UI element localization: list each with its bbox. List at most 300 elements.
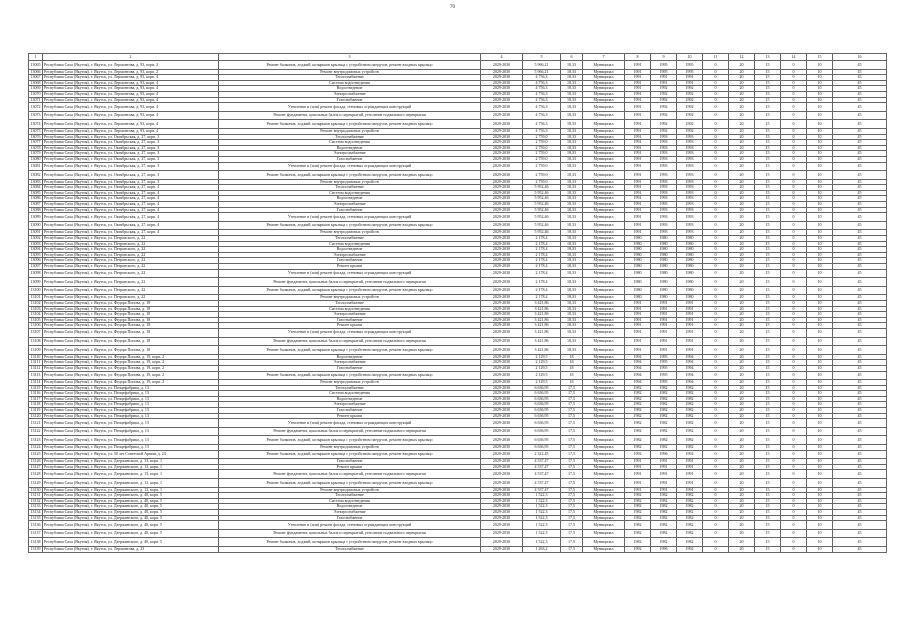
table-cell: Теплоснабжение (219, 134, 481, 140)
table-cell: 2029-2030 (481, 450, 523, 459)
table-cell: 18,33 (561, 278, 583, 287)
table-cell: 1991 (625, 171, 651, 180)
table-cell: 18,33 (561, 111, 583, 120)
table-cell: 1 522,3 (523, 493, 561, 499)
table-cell: 0 (781, 436, 807, 445)
page-number: 70 (450, 5, 455, 10)
table-cell: 1992 (677, 97, 703, 103)
table-cell: 1992 (677, 86, 703, 92)
table-cell: 15 (755, 498, 781, 504)
table-cell: 45 (833, 470, 887, 479)
table-cell: 1992 (677, 91, 703, 97)
table-cell: Муниципал (583, 360, 625, 366)
table-cell: 4 756,3 (523, 128, 561, 134)
table-cell: 0 (703, 61, 729, 70)
table-cell: 20 (729, 278, 755, 287)
table-cell: 10 (807, 365, 833, 371)
table-cell: 0 (781, 97, 807, 103)
table-cell: 20 (729, 295, 755, 301)
table-cell: 0 (781, 120, 807, 129)
table-cell: 1991 (625, 317, 651, 323)
table-row (29, 221, 887, 230)
table-cell: Республика Саха (Якутия), г. Якутск, ул. Петровского, д. 22 (43, 278, 219, 287)
table-cell: Республика Саха (Якутия), г. Якутск, ул. Петровского, д. 22 (43, 295, 219, 301)
table-cell: 1993 (677, 134, 703, 140)
table-cell: 1991 (651, 337, 677, 346)
table-cell: 1992 (677, 546, 703, 552)
table-cell: 15 (755, 479, 781, 488)
table-cell: 1991 (651, 328, 677, 337)
table-cell: 4 537,47 (523, 487, 561, 493)
table-cell: Утепление и (или) ремонт фасада, стеновых ограждающих конструкций (219, 103, 481, 112)
table-cell: 0 (781, 464, 807, 470)
table-cell: 2029-2030 (481, 385, 523, 391)
table-cell: 45 (833, 498, 887, 504)
table-cell: 45 (833, 371, 887, 380)
table-cell: 0 (703, 202, 729, 208)
table-cell: 15 (755, 354, 781, 360)
table-cell: 2029-2030 (481, 402, 523, 408)
table-cell: 0 (703, 295, 729, 301)
table-cell: 1994 (625, 380, 651, 386)
table-cell: 18,33 (561, 97, 583, 103)
table-cell: 1980 (625, 252, 651, 258)
table-cell: 10 (807, 354, 833, 360)
table-cell: 45 (833, 236, 887, 242)
table-cell: Система водоотведения (219, 241, 481, 247)
table-cell: 18,33 (561, 128, 583, 134)
table-cell: 20 (729, 470, 755, 479)
table-cell: 1982 (651, 408, 677, 414)
table-cell: 1991 (677, 75, 703, 81)
table-cell: 1982 (625, 413, 651, 419)
table-cell: 13089 (29, 213, 43, 222)
table-cell: 45 (833, 354, 887, 360)
table-cell: 15 (755, 179, 781, 185)
table-cell: 1993 (677, 140, 703, 146)
table-cell: 6 636,95 (523, 413, 561, 419)
table-cell: 10 (807, 346, 833, 355)
table-cell: 1982 (677, 445, 703, 451)
table-cell: 13135 (30, 515, 41, 520)
table-cell: 18,33 (561, 221, 583, 230)
table-row (29, 538, 887, 547)
table-cell: 2029-2030 (481, 312, 523, 318)
table-cell: 1991 (625, 230, 651, 236)
table-cell: 45 (833, 202, 887, 208)
table-cell: 2029-2030 (481, 396, 523, 402)
table-cell: 17,5 (561, 445, 583, 451)
table-cell: 0 (781, 408, 807, 414)
table-cell: 2 129,5 (523, 371, 561, 380)
table-cell: 0 (703, 300, 729, 306)
table-cell: 2029-2030 (481, 241, 523, 247)
table-cell: 1991 (625, 346, 651, 355)
table-cell: 1993 (677, 202, 703, 208)
table-cell: 0 (781, 258, 807, 264)
table-cell: Теплоснабжение (219, 185, 481, 191)
table-cell: 13081 (29, 162, 43, 171)
table-cell: 1993 (677, 171, 703, 180)
table-cell: Муниципал (583, 156, 625, 162)
table-cell: 18,33 (561, 91, 583, 97)
table-cell: 1980 (651, 258, 677, 264)
table-cell: 1980 (677, 236, 703, 242)
table-cell: 13119 (29, 408, 43, 414)
table-cell: 1991 (625, 75, 651, 81)
table-cell: 1980 (625, 247, 651, 253)
table-cell: 15 (755, 295, 781, 301)
table-cell: 13131 (30, 492, 41, 498)
table-cell: Муниципал (583, 252, 625, 258)
table-cell: Республика Саха (Якутия), г. Якутск, ул. Лермонтова, д. 93, корп. 4 (43, 75, 219, 81)
table-cell: 13090 (29, 221, 43, 230)
table-cell: 2029-2030 (481, 258, 523, 264)
table-cell: 45 (833, 413, 887, 419)
table-cell: 0 (781, 145, 807, 151)
table-cell: 1993 (677, 190, 703, 196)
table-cell: 45 (833, 436, 887, 445)
table-cell: 10 (807, 258, 833, 264)
table-cell: 0 (703, 91, 729, 97)
table-cell: Республика Саха (Якутия), г. Якутск, ул. Октябрьская, д. 27, корп. 4 (43, 190, 219, 196)
table-cell: 15 (755, 413, 781, 419)
table-cell: Ремонт балконов, лоджий, козырьков крыльца с устройством пандусов, ремонт входных крыльцо (219, 120, 481, 129)
table-cell: 45 (833, 380, 887, 386)
table-cell: 0 (781, 252, 807, 258)
table-cell: 18,33 (561, 103, 583, 112)
table-cell: 2029-2030 (481, 86, 523, 92)
table-cell: Муниципал (583, 111, 625, 120)
table-cell: 13110 (29, 354, 43, 360)
table-cell: 15 (755, 134, 781, 140)
table-cell: 2 178,4 (523, 236, 561, 242)
table-cell: 2029-2030 (481, 247, 523, 253)
table-cell: Республика Саха (Якутия), г. Якутск, ул. Птицефабрика, д. 13 (43, 391, 219, 397)
table-cell: 1995 (651, 61, 677, 70)
table-cell: 17,5 (561, 402, 583, 408)
table-cell: Республика Саха (Якутия), г. Якутск, ул. Октябрьская, д. 27, корп. 4 (43, 230, 219, 236)
table-cell: 3 421,86 (523, 328, 561, 337)
table-cell: 18,33 (561, 252, 583, 258)
table-cell: Республика Саха (Якутия), г. Якутск, ул. Дзержинского, д. 40, корп. 5 (43, 538, 219, 547)
table-cell: 0 (781, 179, 807, 185)
table-cell: 10 (807, 493, 833, 499)
table-cell: 13107 (29, 328, 43, 337)
table-cell: 0 (781, 323, 807, 329)
table-cell: 1995 (651, 360, 677, 366)
table-cell: 15 (755, 419, 781, 428)
table-cell: 0 (703, 450, 729, 459)
table-cell: 10 (807, 380, 833, 386)
table-cell: 45 (833, 264, 887, 270)
table-cell: 1992 (677, 120, 703, 129)
table-cell: 10 (807, 213, 833, 222)
table-cell: 20 (729, 190, 755, 196)
table-cell: 20 (729, 479, 755, 488)
table-cell: 17,5 (561, 498, 583, 504)
table-cell: 2 129,5 (523, 365, 561, 371)
table-cell: 18,33 (561, 202, 583, 208)
column-header: 14 (781, 54, 807, 61)
table-cell: 1993 (651, 196, 677, 202)
table-cell: 0 (703, 479, 729, 488)
table-cell: 15 (755, 236, 781, 242)
table-cell: 0 (703, 504, 729, 510)
table-cell: 1982 (625, 538, 651, 547)
table-cell: 10 (807, 504, 833, 510)
table-cell: 4 756,3 (523, 97, 561, 103)
table-cell: 1982 (625, 391, 651, 397)
table-cell: 2029-2030 (481, 69, 523, 75)
table-cell: 20 (729, 151, 755, 157)
table-cell: Муниципал (583, 445, 625, 451)
table-cell: 15 (755, 162, 781, 171)
table-cell: 15 (755, 151, 781, 157)
table-cell: 15 (755, 360, 781, 366)
table-cell: 18,33 (561, 346, 583, 355)
table-cell: 13096 (30, 257, 41, 263)
table-cell: 15 (755, 371, 781, 380)
table-cell: 17,5 (561, 529, 583, 538)
table-cell: 10 (807, 470, 833, 479)
table-cell: 2 178,4 (523, 278, 561, 287)
table-cell: 5 952,46 (523, 190, 561, 196)
table-cell: 2 178,4 (523, 295, 561, 301)
table-cell: Электроснабжение (219, 360, 481, 366)
table-cell: 2 178,4 (523, 247, 561, 253)
table-cell: 20 (729, 509, 755, 515)
table-cell: 0 (703, 213, 729, 222)
table-cell: Республика Саха (Якутия), г. Якутск, ул. Октябрьская, д. 27, корп. 3 (43, 134, 219, 140)
table-cell: Теплоснабжение (219, 75, 481, 81)
table-cell: 0 (703, 317, 729, 323)
table-cell: 5 952,46 (523, 221, 561, 230)
table-cell: 20 (729, 69, 755, 75)
table-cell: Муниципал (583, 450, 625, 459)
table-cell: 18,33 (561, 236, 583, 242)
table-cell: 15 (755, 408, 781, 414)
table-cell: 10 (807, 445, 833, 451)
table-cell: 15 (755, 258, 781, 264)
table-cell: 20 (729, 493, 755, 499)
table-cell: 15 (755, 300, 781, 306)
table-cell: 2029-2030 (481, 269, 523, 278)
table-cell: Муниципал (583, 436, 625, 445)
table-cell: 18,33 (561, 190, 583, 196)
table-cell: Республика Саха (Якутия), г. Якутск, ул. Петровского, д. 22 (43, 258, 219, 264)
table-cell: Муниципал (583, 196, 625, 202)
table-cell: 20 (729, 286, 755, 295)
table-cell: 17,5 (561, 419, 583, 428)
table-cell: 0 (781, 162, 807, 171)
table-cell: Республика Саха (Якутия), г. Якутск, ул. Лермонтова, д. 93, корп. 4 (43, 80, 219, 86)
table-row (29, 328, 887, 337)
table-cell: 2029-2030 (481, 171, 523, 180)
table-cell: 5 952,46 (523, 213, 561, 222)
table-cell: 45 (833, 269, 887, 278)
table-cell: 1993 (651, 151, 677, 157)
table-cell: Утепление и (или) ремонт фасада, стеновых ограждающих конструкций (219, 213, 481, 222)
table-cell: Республика Саха (Якутия), г. Якутск, ул. Лермонтова, д. 93, корп. 4 (43, 86, 219, 92)
table-cell: 0 (781, 86, 807, 92)
table-cell: Республика Саха (Якутия), г. Якутск, ул. Федора Попова, д. 18 (43, 328, 219, 337)
table-cell: 18,33 (561, 80, 583, 86)
table-cell: 0 (781, 391, 807, 397)
table-cell: Республика Саха (Якутия), г. Якутск, ул. Федора Попова, д. 19, корп. 2 (43, 360, 219, 366)
table-cell: 10 (807, 196, 833, 202)
table-cell: Муниципал (583, 493, 625, 499)
table-cell: 0 (703, 464, 729, 470)
table-cell: 3 421,86 (523, 312, 561, 318)
table-cell: 45 (833, 120, 887, 129)
table-cell: 13126 (30, 458, 41, 464)
table-cell: 20 (729, 140, 755, 146)
table-cell: 1982 (625, 436, 651, 445)
table-cell: 20 (729, 75, 755, 81)
table-cell: Республика Саха (Якутия), г. Якутск, ул. Дзержинского, д. 13, корп. 1 (43, 459, 219, 465)
table-cell: 2029-2030 (481, 504, 523, 510)
table-cell: 15 (755, 402, 781, 408)
table-cell: 13093 (30, 241, 41, 246)
table-cell: 1993 (677, 185, 703, 191)
table-cell: 15 (755, 61, 781, 70)
table-cell: Муниципал (583, 504, 625, 510)
table-cell: 45 (833, 230, 887, 236)
table-cell: 15 (755, 86, 781, 92)
table-cell: 13123 (29, 436, 43, 445)
table-cell: 1991 (677, 479, 703, 488)
table-cell: 18,33 (561, 86, 583, 92)
table-cell: 0 (781, 190, 807, 196)
table-cell: Ремонт внутридомовых устройств (219, 128, 481, 134)
table-cell: Республика Саха (Якутия), г. Якутск, ул. Федора Попова, д. 18 (43, 337, 219, 346)
table-cell: 1991 (625, 312, 651, 318)
table-cell: Муниципал (583, 380, 625, 386)
table-cell: 1980 (625, 258, 651, 264)
table-cell: Республика Саха (Якутия), г. Якутск, ул. Дзержинского, д. 13, корп. 1 (43, 487, 219, 493)
table-row (29, 521, 887, 530)
table-cell: Утепление и (или) ремонт фасада, стеновых ограждающих конструкций (219, 521, 481, 530)
table-cell: 10 (807, 128, 833, 134)
table-cell: 10 (807, 360, 833, 366)
table-cell: 45 (833, 479, 887, 488)
table-cell: 1982 (651, 445, 677, 451)
table-cell: 1991 (651, 470, 677, 479)
table-cell: 15 (755, 97, 781, 103)
table-cell: 0 (781, 185, 807, 191)
table-cell: Муниципал (583, 346, 625, 355)
table-cell: 2029-2030 (481, 103, 523, 112)
table-cell: Республика Саха (Якутия), г. Якутск, ул. Лермонтова, д. 93, корп. 4 (43, 97, 219, 103)
table-cell: 10 (807, 269, 833, 278)
table-cell: 0 (703, 402, 729, 408)
table-cell: 15 (755, 264, 781, 270)
table-cell: 6 636,95 (523, 391, 561, 397)
table-cell: 0 (703, 323, 729, 329)
table-cell: 15 (755, 221, 781, 230)
table-cell: 0 (781, 278, 807, 287)
table-cell: 1 522,3 (523, 521, 561, 530)
table-cell: 13127 (30, 464, 41, 469)
table-cell: 18,33 (561, 312, 583, 318)
table-cell: 5 952,46 (523, 207, 561, 213)
table-cell: 1 522,3 (523, 529, 561, 538)
table-cell: 2 178,4 (523, 269, 561, 278)
table-cell: 20 (729, 391, 755, 397)
table-cell: 45 (833, 185, 887, 191)
table-cell: Республика Саха (Якутия), г. Якутск, ул. Птицефабрика, д. 13 (43, 413, 219, 419)
table-cell: Муниципал (583, 354, 625, 360)
table-cell: 0 (781, 202, 807, 208)
column-header: 16 (833, 54, 887, 61)
table-cell: 0 (781, 236, 807, 242)
table-cell: 13121 (29, 419, 43, 428)
table-cell: Республика Саха (Якутия), г. Якутск, ул. Федора Попова, д. 19, корп. 2 (43, 371, 219, 380)
table-cell: 18,33 (561, 69, 583, 75)
table-cell: 45 (833, 286, 887, 295)
table-row (29, 529, 887, 538)
table-cell: Республика Саха (Якутия), г. Якутск, ул. Октябрьская, д. 27, корп. 4 (43, 185, 219, 191)
table-cell: 18,33 (561, 230, 583, 236)
table-cell: 0 (703, 515, 729, 521)
table-cell: Республика Саха (Якутия), г. Якутск, ул. Дзержинского, д. 40, корп. 5 (43, 504, 219, 510)
table-cell: 10 (807, 396, 833, 402)
table-cell: 1991 (677, 346, 703, 355)
table-cell: 45 (833, 190, 887, 196)
table-cell: 0 (703, 365, 729, 371)
table-cell: 1982 (625, 521, 651, 530)
table-cell: 10 (807, 323, 833, 329)
table-cell: 0 (781, 354, 807, 360)
table-cell: 2029-2030 (481, 546, 523, 552)
table-cell: 15 (755, 445, 781, 451)
table-cell: 15 (755, 69, 781, 75)
table-cell: 10 (807, 312, 833, 318)
table-cell: 0 (703, 498, 729, 504)
table-cell: 13085 (30, 190, 41, 195)
table-cell: 45 (833, 91, 887, 97)
table-cell: 1991 (625, 459, 651, 465)
table-row (29, 427, 887, 436)
table-cell: 1982 (625, 396, 651, 402)
table-cell: 17,5 (561, 521, 583, 530)
table-cell: Республика Саха (Якутия), г. Якутск, ул. Октябрьская, д. 27, корп. 3 (43, 145, 219, 151)
table-cell: 2 178,4 (523, 252, 561, 258)
table-cell: Ремонт балконов, лоджий, козырьков крыльца с устройством пандусов, ремонт входных крыльцо (219, 479, 481, 488)
table-cell: 1991 (651, 312, 677, 318)
table-cell: 1991 (651, 75, 677, 81)
table-cell: 1993 (651, 171, 677, 180)
table-cell: 1992 (651, 111, 677, 120)
table-cell: 2029-2030 (481, 521, 523, 530)
table-cell: 45 (833, 278, 887, 287)
table-cell: 13077 (30, 139, 41, 145)
table-cell: 10 (807, 317, 833, 323)
table-cell: 13075 (30, 128, 41, 133)
table-cell: Муниципал (583, 269, 625, 278)
table-cell: 10 (807, 521, 833, 530)
table-cell: 13103 (30, 306, 41, 311)
table-cell: 10 (807, 300, 833, 306)
table-cell: 0 (781, 498, 807, 504)
table-cell: Водоотведение (219, 354, 481, 360)
table-cell: 1994 (625, 360, 651, 366)
table-cell: 1991 (625, 134, 651, 140)
table-cell: 1980 (651, 264, 677, 270)
table-cell: 0 (703, 247, 729, 253)
table-cell: 13118 (29, 402, 43, 408)
